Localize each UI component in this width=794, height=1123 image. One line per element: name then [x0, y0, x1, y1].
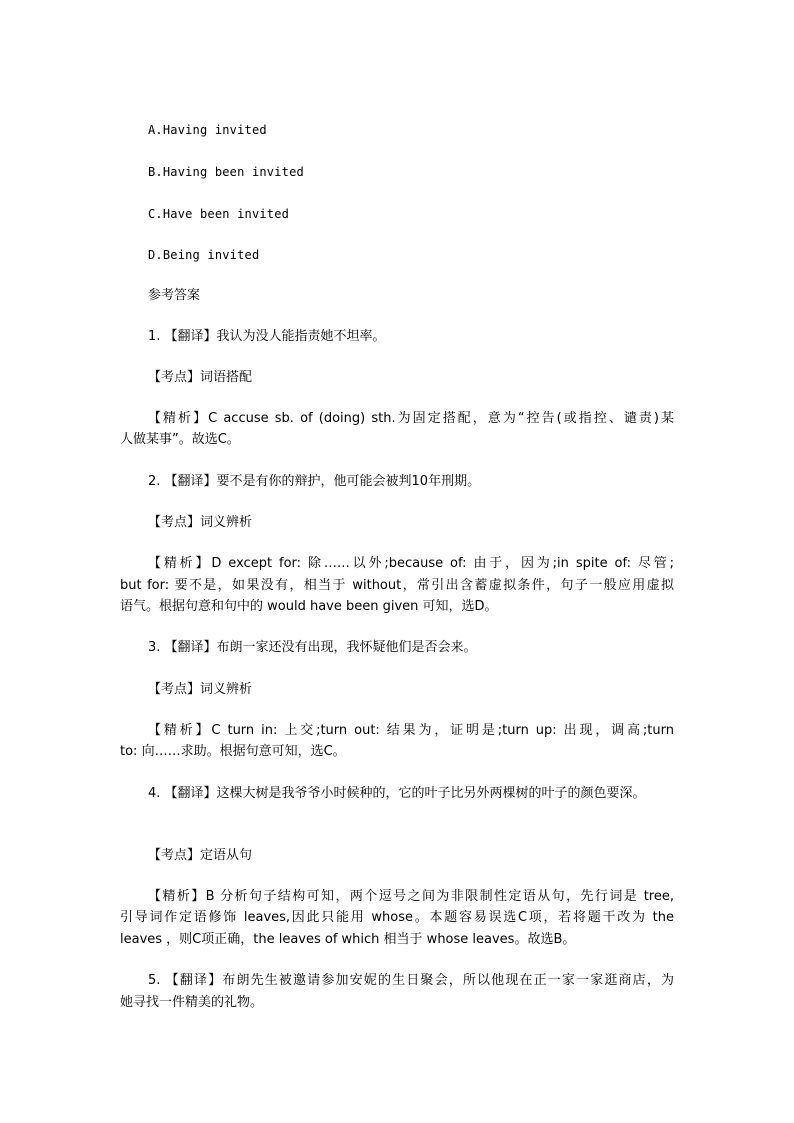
item-1-point: 【考点】词语搭配 [148, 370, 253, 385]
item-3-point: 【考点】词义辨析 [148, 682, 253, 697]
item-3-analysis-line-1: 【精析】C turn in: 上交;turn out: 结果为，证明是;turn up: 出现，调高;turn [148, 723, 674, 738]
item-2-translation: 2. 【翻译】要不是有你的辩护，他可能会被判10年刑期。 [148, 474, 481, 489]
item-4-analysis-line-1: 【精析】B 分析句子结构可知，两个逗号之间为非限制性定语从句，先行词是 tree, [148, 889, 674, 904]
item-2-point: 【考点】词义辨析 [148, 515, 253, 530]
item-4-analysis-line-3: leaves ，则C项正确，the leaves of which 相当于 whose leaves。故选B。 [120, 932, 576, 947]
item-4-point: 【考点】定语从句 [148, 848, 253, 863]
option-c: C.Have been invited [148, 207, 290, 221]
option-a: A.Having invited [148, 123, 267, 137]
item-4-translation: 4. 【翻译】这棵大树是我爷爷小时候种的，它的叶子比另外两棵树的叶子的颜色要深。 [148, 786, 646, 801]
item-1-translation: 1. 【翻译】我认为没人能指责她不坦率。 [148, 329, 386, 344]
answers-heading: 参考答案 [148, 288, 201, 303]
item-3-analysis-line-2: to: 向……求助。根据句意可知，选C。 [120, 744, 346, 759]
option-b: B.Having been invited [148, 165, 304, 179]
item-5-translation-line-2: 她寻找一件精美的礼物。 [120, 995, 264, 1010]
item-4-analysis-line-2: 引导词作定语修饰 leaves,因此只能用 whose。本题容易误选C项，若将题干改为 the [120, 910, 674, 925]
item-2-analysis-line-2: but for: 要不是，如果没有，相当于 without，常引出含蓄虚拟条件，句子一般应用虚拟 [120, 578, 674, 593]
item-1-analysis-line-2: 人做某事”。故选C。 [120, 432, 240, 447]
item-2-analysis-line-1: 【精析】D except for: 除……以外;because of: 由于，因为;in spite of: 尽管; [148, 556, 674, 571]
item-5-translation-line-1: 5. 【翻译】布朗先生被邀请参加安妮的生日聚会，所以他现在正一家一家逛商店，为 [148, 973, 674, 988]
item-1-analysis-line-1: 【精析】C accuse sb. of (doing) sth.为固定搭配，意为“控告(或指控、谴责)某 [148, 411, 674, 426]
option-d: D.Being invited [148, 248, 260, 262]
item-3-translation: 3. 【翻译】布朗一家还没有出现，我怀疑他们是否会来。 [148, 640, 477, 655]
item-2-analysis-line-3: 语气。根据句意和句中的 would have been given 可知，选D。 [120, 599, 498, 614]
